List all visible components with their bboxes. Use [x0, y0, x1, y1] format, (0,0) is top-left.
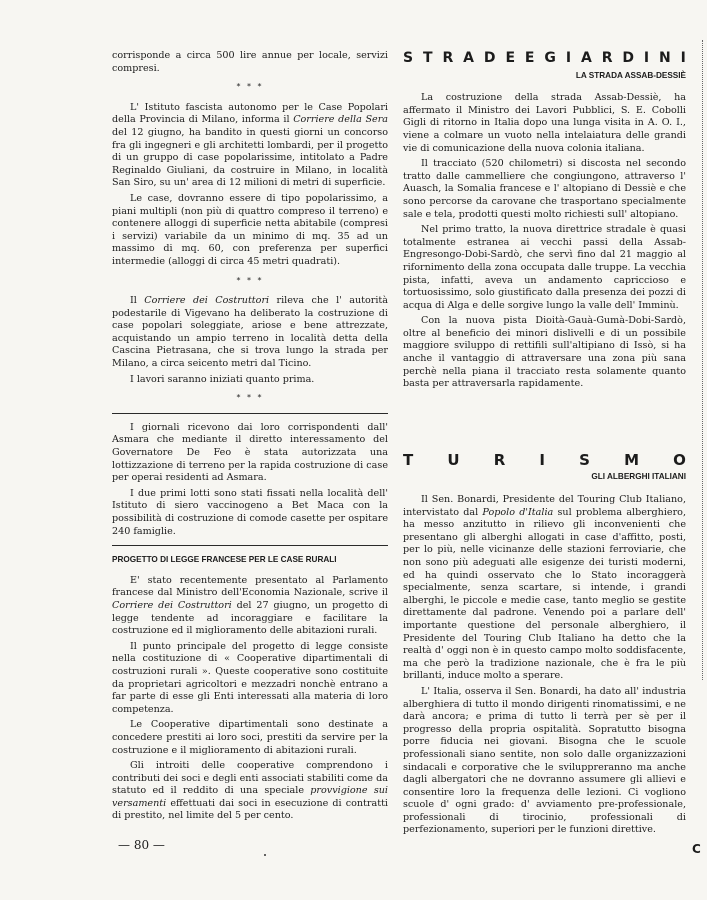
- title-letter: S: [403, 50, 414, 66]
- title-letter: D: [622, 50, 634, 66]
- title-letter: E: [524, 50, 535, 66]
- paragraph: I lavori saranno iniziati quanto prima.: [130, 373, 315, 385]
- section-title-turismo: [403, 450, 686, 469]
- title-letter: G: [544, 50, 556, 66]
- right-column: [403, 50, 686, 840]
- title-letter: R: [601, 50, 613, 66]
- title-letter: O: [673, 450, 686, 469]
- left-column: [112, 50, 388, 826]
- paragraph: Con la nuova pista Dioità-Gauà-Gumà-Dobi-Sardò, oltre al beneficio dei minori dislivelli e di un possibile maggiore sviluppo di rettifili sull'altipiano di Issò, si ha anche il vantaggio di attraversare una zona più sana perchè nella piana il tracciato resta solamente quanto basta per attraversarla rapidamente.: [403, 315, 686, 390]
- title-letter: A: [580, 50, 592, 66]
- paragraph: Gli introiti delle cooperative comprendono i contributi dei soci e degli enti associati stabiliti come da statuto ed il reddito di una speciale provvigione sui versamenti effettuati dai soci in esecuzione di contratti di prestito, nel limite del 5 per cento.: [112, 760, 388, 822]
- separator-stars: * * *: [236, 275, 264, 285]
- paragraph: Le Cooperative dipartimentali sono destinate a concedere prestiti ai loro soci, prestiti da servire per la costruzione e il miglioramento di abitazioni rurali.: [112, 719, 388, 756]
- divider: [112, 413, 388, 414]
- paragraph: corrisponde a circa 500 lire annue per locale, servizi compresi.: [112, 50, 388, 74]
- edge-letter: C: [692, 842, 701, 856]
- paragraph: Il Sen. Bonardi, Presidente del Touring Club Italiano, intervistato dal Popolo d'Italia sul problema alberghiero, ha messo anzitutto in rilievo gli inconvenienti che presentano gli alberghi allogati in case d'affitto, posti, per lo più, nelle vicinanze delle stazioni ferroviarie, che non sono più adeguati alle esigenze dei turisti moderni, ed ha quindi osservato che lo Stato incoraggerà specialmente, senza scartare, si intende, i grandi alberghi, le piccole e medie case, tanto meglio se gestite direttamente dal padrone. Venendo poi a parlare dell' importante questione del personale alberghiero, il Presidente del Touring Club Italiano ha detto che la realtà d' oggi non è in questo campo molto soddisfacente, ma che però la tradizione nazionale, che è fra le più brillanti, induce molto a sperare.: [403, 494, 686, 682]
- title-letter: E: [505, 50, 516, 66]
- paragraph: La costruzione della strada Assab-Dessiè, ha affermato il Ministro dei Lavori Pubblici, S. E. Cobolli Gigli di ritorno in Italia dopo una lunga visita in A. O. I., viene a colmare un vuoto nella intelaiatura delle grandi vie di comunicazione della nuova colonia italiana.: [403, 92, 686, 154]
- title-letter: R: [493, 450, 506, 469]
- section-title-strade-e-giardini: [403, 52, 686, 65]
- title-letter: I: [565, 50, 572, 66]
- title-letter: T: [403, 450, 414, 469]
- page-number: — 80 —: [118, 838, 165, 852]
- title-letter: M: [624, 450, 640, 469]
- divider: [112, 545, 388, 546]
- page-edge-mark: [702, 40, 704, 680]
- paragraph: Il Corriere dei Costruttori rileva che l' autorità podestarile di Vigevano ha deliberato la costruzione di case popolari soleggiate, ariose e bene attrezzate, acquistando un ampio terreno in località detta della Cascina Pietrasana, che si trova lungo la strada per Milano, a circa seicento metri dal Ticino.: [112, 295, 388, 370]
- title-letter: I: [643, 50, 650, 66]
- title-letter: N: [659, 50, 671, 66]
- title-letter: R: [442, 50, 454, 66]
- paragraph: L' Istituto fascista autonomo per le Case Popolari della Provincia di Milano, informa il Corriere della Sera del 12 giugno, ha bandito in questi giorni un concorso fra gli ingegneri e gli architetti lombardi, per il progetto di un gruppo di case popolarissime, intitolato a Padre Reginaldo Giuliani, da costruire in Milano, in località San Siro, su un' area di 12 milioni di metri di superficie.: [112, 101, 388, 189]
- print-dot: [264, 854, 266, 856]
- paragraph: I due primi lotti sono stati fissati nella località dell' Istituto di siero vaccinogeno a Bet Maca con la possibilità di costruzione di comode casette per ospitare 240 famiglie.: [112, 487, 388, 537]
- paragraph: Nel primo tratto, la nuova direttrice stradale è quasi totalmente estranea ai vecchi passi della Assab-Engresongo-Dobi-Sardò, che servì fino dal 21 maggio al rifornimento della zona occupata dalle truppe. La vecchia pista, infatti, aveva un andamento capriccioso e tortuosissimo, solo giustificato dalla presenza dei pozzi di acqua di Alga e delle sorgive lungo la valle dell' Imminù.: [403, 224, 686, 311]
- spacer: [403, 394, 686, 452]
- title-letter: D: [483, 50, 496, 66]
- subheading: PROGETTO DI LEGGE FRANCESE PER LE CASE RURALI: [112, 555, 337, 565]
- title-letter: S: [579, 450, 590, 469]
- paragraph: E' stato recentemente presentato al Parlamento francese dal Ministro dell'Economia Nazionale, scrive il Corriere dei Costruttori del 27 giugno, un progetto di legge tendente ad incoraggiare e facilitare la costruzione ed il miglioramento delle abitazioni rurali.: [112, 574, 388, 637]
- paragraph: Il punto principale del progetto di legge consiste nella costituzione di « Cooperative dipartimentali di costruzioni rurali ». Queste cooperative sono costituite da proprietari agricoltori e mezzadri nonchè entrano a far parte di esse gli Enti interessati alla materia di loro competenza.: [112, 640, 388, 715]
- title-letter: I: [539, 450, 545, 469]
- separator-stars: * * *: [236, 82, 264, 92]
- section-subtitle: GLI ALBERGHI ITALIANI: [591, 472, 686, 482]
- separator-stars: * * *: [236, 393, 264, 403]
- title-letter: T: [423, 50, 433, 66]
- title-letter: A: [463, 50, 474, 66]
- paragraph: Il tracciato (520 chilometri) si discosta nel secondo tratto dalle cammelliere che congiungono, attraverso l' Auasch, la Somalia francese e l' altopiano di Dessiè e che sono percorse da carovane che trasportano specialmente sale e tela, prodotti questi molto richiesti sull' altopiano.: [403, 158, 686, 220]
- title-letter: I: [680, 50, 686, 66]
- section-subtitle: LA STRADA ASSAB-DESSIÈ: [575, 70, 686, 80]
- title-letter: U: [447, 450, 460, 469]
- paragraph: Le case, dovranno essere di tipo popolarissimo, a piani multipli (non più di quattro compreso il terreno) e contenere alloggi di superficie netta abitabile (compresi i servizi) variabile da un minimo di mq. 35 ad un massimo di mq. 60, con preferenza per superfici intermedie (alloggi di circa 45 metri quadrati).: [112, 192, 388, 267]
- paragraph: I giornali ricevono dai loro corrispondenti dall' Asmara che mediante il diretto interessamento del Governatore De Feo è stata autorizzata una lottizzazione di terreno per la rapida costruzione di case per operai residenti ad Asmara.: [112, 421, 388, 484]
- paragraph: L' Italia, osserva il Sen. Bonardi, ha dato all' industria alberghiera di tutto il mondo dirigenti rinomatissimi, e ne darà ancora; e prima di tutto li terrà per sè per il progresso della propria ospitalità. Sopratutto bisogna porre fiducia nei giovani. Bisogna che le scuole professionali siano sentite, non solo dalle organizzazioni sindacali e corporative che le sviluppreranno ma anche dagli albergatori che ne dovranno assumere gli allievi e consentire loro la frequenza delle lezioni. Ci vogliono scuole d' ogni grado: d' avviamento pre-professionale, professionali di tirocinio, professionali di perfezionamento, superiori per le funzioni direttive.: [403, 685, 686, 836]
